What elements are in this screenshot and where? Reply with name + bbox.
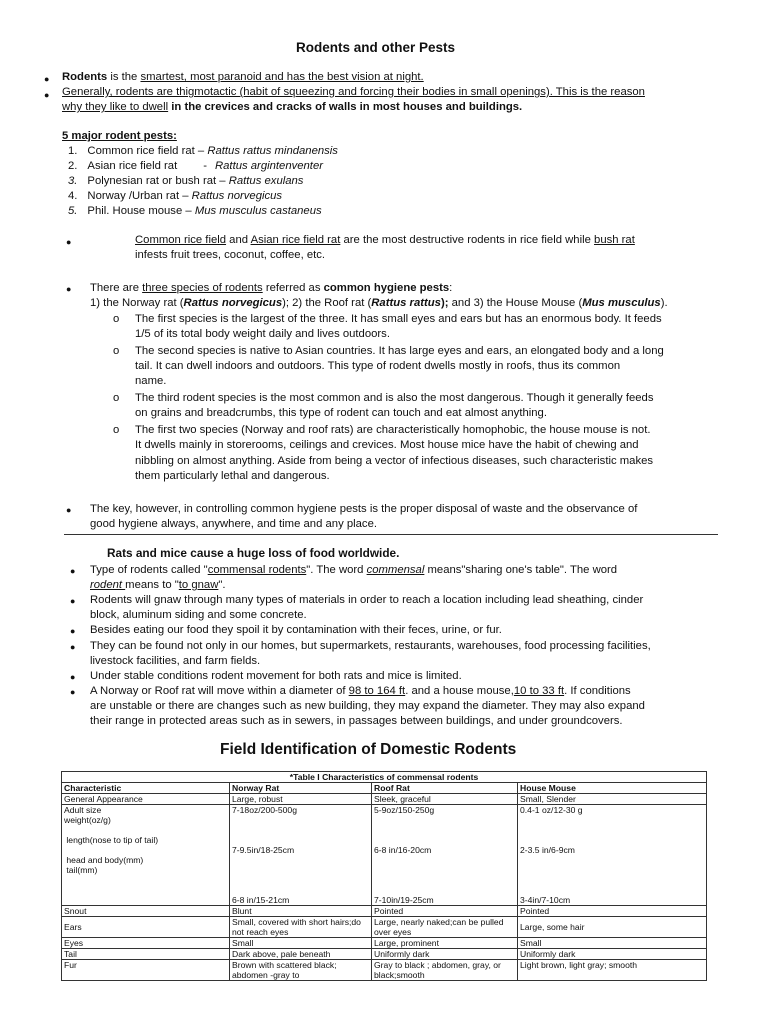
cell-line (64, 845, 227, 855)
table-cell: Sleek, graceful (372, 794, 518, 805)
cell-line: 0.4-1 oz/12-30 g (520, 805, 583, 815)
diameter-line2: are unstable or there are changes such as new building, they may expand the diameter. They may also expand (90, 700, 645, 712)
table-cell: Small, Slender (518, 794, 707, 805)
cell-line (520, 855, 704, 865)
table-cell: Fur (62, 960, 230, 981)
hygiene-intro: There are three species of rodents referred as common hygiene pests: (90, 282, 453, 294)
bullet-dot: ● (70, 626, 76, 636)
cell-line: 7-18oz/200-500g (232, 805, 297, 815)
cell-line (374, 865, 515, 875)
loss-heading: Rats and mice cause a huge loss of food worldwide. (107, 546, 400, 560)
bullet-dot: ● (44, 74, 50, 84)
intro-rodents: Rodents is the smartest, most paranoid and has the best vision at night. (62, 71, 424, 83)
table-row-adult-size (62, 805, 707, 906)
bullet-dot: ● (70, 596, 76, 606)
intro-thigmotactic-line2: why they like to dwell in the crevices and cracks of walls in most houses and buildings. (62, 101, 523, 113)
header-cell: Roof Rat (372, 783, 518, 794)
cell-line: head and body(mm) (64, 855, 144, 865)
bullet-dot: ● (70, 642, 76, 652)
bullet-dot: ● (44, 90, 50, 100)
spoil-line: Besides eating our food they spoil it by contamination with their feces, urine, or fur. (90, 624, 502, 636)
table-cell-multiline (518, 805, 707, 906)
stable-line: Under stable conditions rodent movement for both rats and mice is limited. (90, 670, 462, 682)
commensal-line2: rodent means to "to gnaw". (90, 579, 226, 591)
header-cell: Norway Rat (230, 783, 372, 794)
header-cell: House Mouse (518, 783, 707, 794)
gnaw-line1: Rodents will gnaw through many types of materials in order to reach a location including lead sheathing, cinder (90, 594, 644, 606)
header-cell: Characteristic (62, 783, 230, 794)
sub-bullet-line: The first species is the largest of the three. It has small eyes and ears but has an enormous body. It feeds (135, 313, 662, 325)
table-row (62, 906, 707, 917)
table-cell: General Appearance (62, 794, 230, 805)
key-line1: The key, however, in controlling common hygiene pests is the proper disposal of waste and the observance of (90, 503, 638, 515)
commensal-line1: Type of rodents called "commensal rodents". The word commensal means"sharing one's table". The word (90, 564, 618, 576)
bullet-dot: ● (66, 284, 72, 294)
sub-bullet-line: It dwells mainly in storerooms, ceilings and crevices. Most house mice have the habit of chewing and (135, 439, 639, 451)
table-cell: Small, covered with short hairs;do not reach eyes (230, 917, 372, 938)
table-row (62, 938, 707, 949)
cell-line (374, 855, 515, 865)
cell-line: 2-3.5 in/6-9cm (520, 845, 575, 855)
table-cell: Brown with scattered black; abdomen -gray to (230, 960, 372, 981)
table-cell: Pointed (518, 906, 707, 917)
bullet-dot: ● (70, 672, 76, 682)
cell-line: length(nose to tip of tail) (64, 835, 159, 845)
cell-line (520, 865, 704, 875)
cell-line: 7-10in/19-25cm (374, 895, 434, 905)
table-cell: Pointed (372, 906, 518, 917)
rodent-characteristics-table (61, 771, 707, 981)
pest-item: 4. Norway /Urban rat – Rattus norvegicus (68, 190, 283, 202)
table-header-row (62, 783, 707, 794)
table-cell-multiline (230, 805, 372, 906)
table-cell: Small (518, 938, 707, 949)
table-caption: *Table I Characteristics of commensal rodents (62, 772, 707, 783)
circle-bullet: o (113, 345, 120, 357)
table-cell: Tail (62, 949, 230, 960)
table-cell-multiline (372, 805, 518, 906)
table-row (62, 949, 707, 960)
table-cell: Large, some hair (518, 917, 707, 938)
cell-line (232, 885, 369, 895)
cell-line (232, 815, 369, 825)
cell-line: Adult size (64, 805, 102, 815)
cell-line (520, 885, 704, 895)
pest-item: 1. Common rice field rat – Rattus rattus mindanensis (68, 145, 338, 157)
table-row (62, 960, 707, 981)
bullet-dot: ● (70, 566, 76, 576)
sub-bullet-line: tail. It can dwell indoors and outdoors. This type of rodent dwells mostly in roofs, thus its common (135, 360, 621, 372)
bullet-dot: ● (66, 237, 72, 247)
bullet-dot: ● (70, 687, 76, 697)
sub-bullet-line: The third rodent species is the most common and is also the most dangerous. Though it generally feeds (135, 392, 654, 404)
table-cell: Small (230, 938, 372, 949)
cell-line (374, 885, 515, 895)
cell-line (520, 825, 704, 835)
table-cell: Eyes (62, 938, 230, 949)
sub-bullet-line: nibbling on almost anything. Aside from being a vector of infectious diseases, such characteristic makes (135, 455, 654, 467)
sub-bullet-line: The first two species (Norway and roof rats) are characteristically homophobic, the house mouse is not. (135, 424, 651, 436)
cell-line (374, 825, 515, 835)
table-cell: Uniformly dark (518, 949, 707, 960)
table-cell: Light brown, light gray; smooth (518, 960, 707, 981)
diameter-line1: A Norway or Roof rat will move within a diameter of 98 to 164 ft. and a house mouse,10 to 33 ft. If conditions (90, 685, 631, 697)
cell-line: weight(oz/g) (64, 815, 111, 825)
cell-line: 6-8 in/15-21cm (232, 895, 290, 905)
table-row (62, 917, 707, 938)
table-cell: Large, prominent (372, 938, 518, 949)
circle-bullet: o (113, 392, 120, 404)
circle-bullet: o (113, 424, 120, 436)
table-cell: Large, nearly naked;can be pulled over eyes (372, 917, 518, 938)
cell-line: tail(mm) (64, 865, 98, 875)
cell-line (374, 875, 515, 885)
table-cell: Ears (62, 917, 230, 938)
gnaw-line2: block, aluminum siding and some concrete. (90, 609, 307, 621)
cell-line (520, 815, 704, 825)
cell-line (374, 835, 515, 845)
table-cell: Uniformly dark (372, 949, 518, 960)
cell-line: 7-9.5in/18-25cm (232, 845, 295, 855)
cell-line (374, 815, 515, 825)
table-row (62, 794, 707, 805)
destructive-line2: infests fruit trees, coconut, coffee, etc. (135, 249, 326, 261)
hygiene-species: 1) the Norway rat (Rattus norvegicus); 2) the Roof rat (Rattus rattus); and 3) the House Mouse (Mus musculus). (90, 297, 668, 309)
table-cell: Blunt (230, 906, 372, 917)
circle-bullet: o (113, 313, 120, 325)
table-caption-row (62, 772, 707, 783)
pest-item: 5. Phil. House mouse – Mus musculus castaneus (68, 205, 322, 217)
sub-bullet-line: 1/5 of its total body weight daily and lives outdoors. (135, 328, 390, 340)
diameter-line3: their range in protected areas such as in sewers, in passages between buildings, and under groundcovers. (90, 715, 623, 727)
cell-line (232, 855, 369, 865)
divider (64, 534, 718, 535)
cell-line (232, 875, 369, 885)
sub-bullet-line: them particularly lethal and dangerous. (135, 470, 330, 482)
bullet-dot: ● (66, 505, 72, 515)
destructive-line1: Common rice field and Asian rice field rat are the most destructive rodents in rice field while bush rat (135, 234, 635, 246)
sub-bullet-line: The second species is native to Asian countries. It has large eyes and ears, an elongated body and a long (135, 345, 664, 357)
table-cell-multiline (62, 805, 230, 906)
pest-item: 2. Asian rice field rat - Rattus argintenventer (68, 160, 323, 172)
cell-line: 5-9oz/150-250g (374, 805, 435, 815)
table-cell: Gray to black ; abdomen, gray, or black;smooth (372, 960, 518, 981)
key-line2: good hygiene always, anywhere, and time and any place. (90, 518, 378, 530)
pests-heading: 5 major rodent pests: (62, 130, 177, 142)
found-line1: They can be found not only in our homes, but supermarkets, restaurants, warehouses, food processing facilities, (90, 640, 651, 652)
table-cell: Dark above, pale beneath (230, 949, 372, 960)
table-cell: Large, robust (230, 794, 372, 805)
page-title: Rodents and other Pests (296, 40, 456, 55)
cell-line: 3-4in/7-10cm (520, 895, 571, 905)
cell-line: 6-8 in/16-20cm (374, 845, 432, 855)
table-cell: Snout (62, 906, 230, 917)
sub-bullet-line: name. (135, 375, 167, 387)
intro-thigmotactic-line1: Generally, rodents are thigmotactic (habit of squeezing and forcing their bodies in small openings). This is the reason (62, 86, 645, 98)
cell-line (232, 865, 369, 875)
cell-line (520, 875, 704, 885)
sub-bullet-line: on grains and breadcrumbs, this type of rodent can touch and eat almost anything. (135, 407, 547, 419)
cell-line (520, 835, 704, 845)
cell-line (64, 825, 227, 835)
cell-line (232, 825, 369, 835)
found-line2: livestock facilities, and farm fields. (90, 655, 261, 667)
section-heading: Field Identification of Domestic Rodents (220, 741, 517, 758)
pest-item: 3. Polynesian rat or bush rat – Rattus exulans (68, 175, 304, 187)
cell-line (232, 835, 369, 845)
